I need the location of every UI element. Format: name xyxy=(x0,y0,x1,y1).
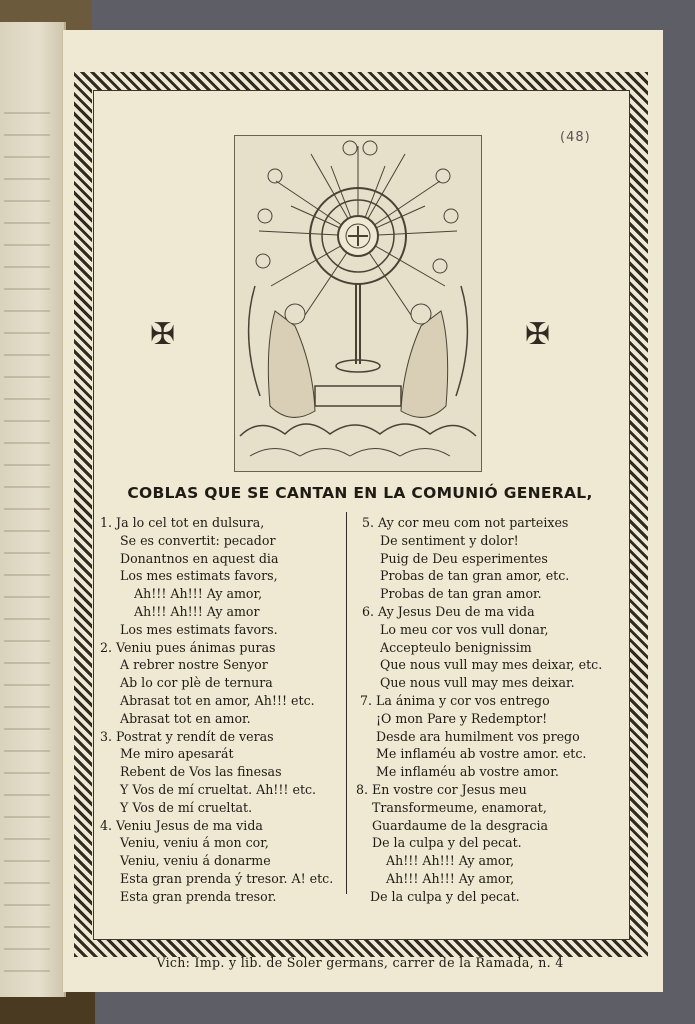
verse-line: Se es convertit: pecador xyxy=(120,532,276,548)
column-divider xyxy=(346,512,347,894)
verse-line: 3. Postrat y rendít de veras xyxy=(100,728,274,744)
verse-line: Me inflaméu ab vostre amor. xyxy=(376,764,559,780)
verse-line: Rebent de Vos las finesas xyxy=(120,764,282,780)
verse-line: 1. Ja lo cel tot en dulsura, xyxy=(100,515,265,530)
verse-line: Me miro apesarát xyxy=(120,746,234,762)
verse-line: 5. Ay cor meu com not parteixes xyxy=(362,515,569,530)
verse-line: De sentiment y dolor! xyxy=(380,532,519,548)
verse-line: De la culpa y del pecat. xyxy=(372,835,522,851)
verse-line: Me inflaméu ab vostre amor. etc. xyxy=(376,746,587,762)
verse-line: Esta gran prenda ý tresor. A! etc. xyxy=(120,870,334,886)
cross-ornament-icon: ✠ xyxy=(525,317,551,352)
verse-line: Que nous vull may mes deixar. xyxy=(380,675,575,691)
verse-line: 8. En vostre cor Jesus meu xyxy=(356,781,527,797)
verse-line: Probas de tan gran amor. xyxy=(380,586,542,602)
verse-line: De la culpa y del pecat. xyxy=(370,888,520,904)
verses-right-column xyxy=(356,514,601,906)
printer-imprint: Vich: Imp. y lib. de Soler germans, carrer de la Ramada, n. 4 xyxy=(156,955,564,970)
verse-line: 6. Ay Jesus Deu de ma vida xyxy=(362,603,535,619)
verse-line: Ah!!! Ah!!! Ay amor, xyxy=(134,586,263,602)
verse-line: Y Vos de mí crueltat. Ah!!! etc. xyxy=(120,781,317,797)
verse-line: Veniu, veniu á donarme xyxy=(120,853,271,869)
folio-note: (48) xyxy=(560,130,591,145)
verse-line: Lo meu cor vos vull donar, xyxy=(380,621,549,637)
verse-line: Ab lo cor plè de ternura xyxy=(120,675,273,691)
verse-line: Probas de tan gran amor, etc. xyxy=(380,568,570,584)
verse-line: ¡O mon Pare y Redemptor! xyxy=(376,710,548,726)
verse-line: A rebrer nostre Senyor xyxy=(120,657,268,673)
verse-line: Esta gran prenda tresor. xyxy=(120,888,277,904)
verse-line: Ah!!! Ah!!! Ay amor, xyxy=(386,853,515,869)
cross-ornament-icon: ✠ xyxy=(150,317,176,352)
verse-line: Ah!!! Ah!!! Ay amor, xyxy=(386,870,515,886)
verse-line: 7. La ánima y cor vos entrego xyxy=(360,692,550,708)
monstrance-icon xyxy=(235,136,481,471)
verse-line: Ah!!! Ah!!! Ay amor xyxy=(134,603,260,619)
verse-line: Puig de Deu esperimentes xyxy=(380,550,548,566)
page-title: COBLAS QUE SE CANTAN EN LA COMUNIÓ GENERAL, xyxy=(127,484,593,502)
verse-line: Y Vos de mí crueltat. xyxy=(120,799,253,815)
verse-line: Los mes estimats favors, xyxy=(120,568,278,584)
verse-line: Veniu, veniu á mon cor, xyxy=(120,835,269,851)
verse-line: Transformeume, enamorat, xyxy=(372,799,547,815)
monstrance-engraving xyxy=(234,135,482,472)
verse-line: Desde ara humilment vos prego xyxy=(376,728,580,744)
verse-line: Abrasat tot en amor. xyxy=(120,710,251,726)
verse-line: Donantnos en aquest dia xyxy=(120,550,279,566)
verses-left-column xyxy=(100,514,340,906)
verse-line: Accepteulo benignissim xyxy=(380,639,532,655)
verse-line: 2. Veniu pues ánimas puras xyxy=(100,639,276,655)
verse-line: Los mes estimats favors. xyxy=(120,621,278,637)
verse-line: Abrasat tot en amor, Ah!!! etc. xyxy=(120,692,315,708)
verse-line: Que nous vull may mes deixar, etc. xyxy=(380,657,603,673)
verse-line: Guardaume de la desgracia xyxy=(372,817,548,833)
facing-page xyxy=(0,22,66,997)
verse-line: 4. Veniu Jesus de ma vida xyxy=(100,817,263,833)
